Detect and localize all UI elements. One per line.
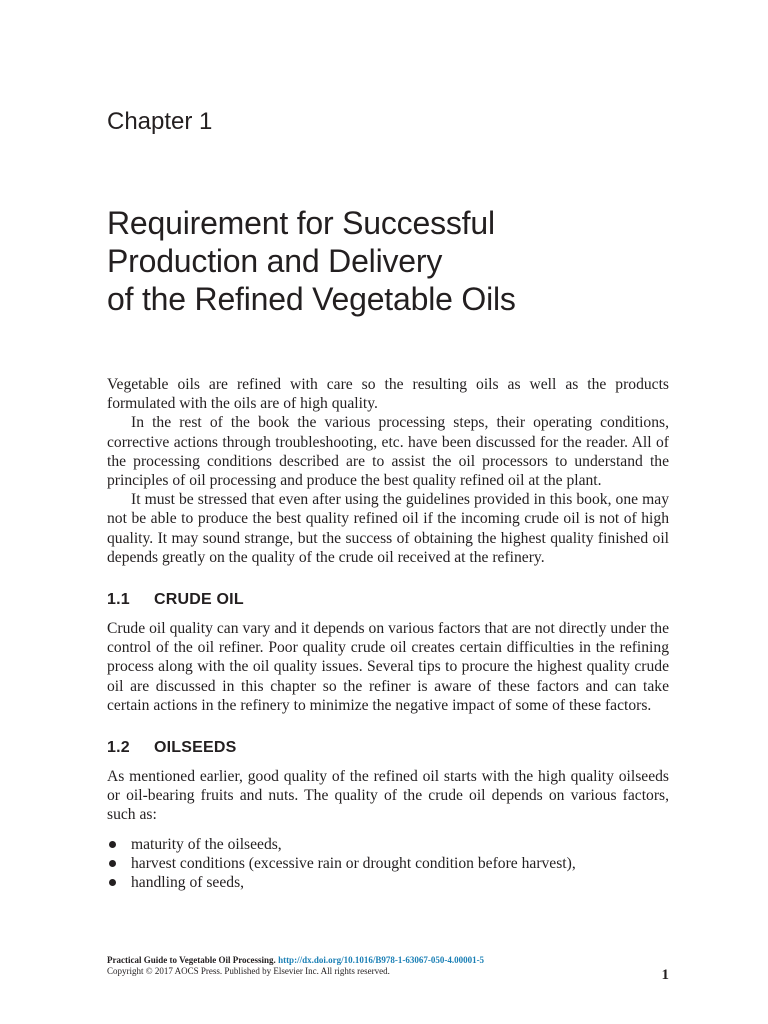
list-item-text: handling of seeds, <box>131 874 245 892</box>
intro-paragraph: Vegetable oils are refined with care so the resulting oils as well as the products formulated with the oils are of high quality. <box>107 376 669 413</box>
section-paragraph: As mentioned earlier, good quality of the refined oil starts with the high quality oilseeds or oil-bearing fruits and nuts. The quality of the crude oil depends on various factors, such as: <box>107 768 669 824</box>
chapter-label: Chapter 1 <box>107 108 213 135</box>
section-title: CRUDE OIL <box>154 591 244 609</box>
page-footer <box>107 955 669 977</box>
intro-paragraph: It must be stressed that even after using the guidelines provided in this book, one may not be able to produce the best quality refined oil if the incoming crude oil is not of high quality. It may sound strange, but the success of obtaining the highest quality finished oil depends greatly on the quality of the crude oil received at the refinery. <box>107 491 669 566</box>
footer-book-title: Practical Guide to Vegetable Oil Processing. <box>107 955 276 965</box>
section-heading-oilseeds <box>107 739 669 757</box>
bullet-icon <box>109 860 116 867</box>
list-item <box>107 854 669 873</box>
page-number: 1 <box>661 967 669 983</box>
section-number: 1.2 <box>107 739 130 757</box>
chapter-title-line: Production and Delivery <box>107 243 443 279</box>
intro-paragraph: In the rest of the book the various processing steps, their operating conditions, corrective actions through troubleshooting, etc. have been discussed for the reader. All of the processing conditions described are to assist the oil processors to understand the principles of oil processing and produce the best quality refined oil at the plant. <box>107 414 669 490</box>
bullet-icon <box>109 879 116 886</box>
list-item <box>107 873 669 892</box>
chapter-title <box>107 204 667 318</box>
footer-citation <box>107 955 669 966</box>
section-number: 1.1 <box>107 591 130 609</box>
section-heading-crude-oil <box>107 591 669 609</box>
list-item <box>107 835 669 854</box>
section-title: OILSEEDS <box>154 739 237 757</box>
body-text <box>107 375 669 892</box>
section-paragraph: Crude oil quality can vary and it depends on various factors that are not directly under the control of the oil refiner. Poor quality crude oil creates certain difficulties in the refining process along with the oil quality issues. Several tips to procure the highest quality crude oil are discussed in this chapter so the refiner is aware of these factors and can take certain actions in the refinery to minimize the negative impact of some of these factors. <box>107 620 669 714</box>
list-item-text: harvest conditions (excessive rain or drought condition before harvest), <box>131 854 576 872</box>
chapter-title-line: of the Refined Vegetable Oils <box>107 281 516 317</box>
bullet-icon <box>109 841 116 848</box>
list-item-text: maturity of the oilseeds, <box>131 835 282 853</box>
chapter-title-line: Requirement for Successful <box>107 205 495 241</box>
doi-link[interactable]: http://dx.doi.org/10.1016/B978-1-63067-050-4.00001-5 <box>278 955 485 965</box>
footer-copyright: Copyright © 2017 AOCS Press. Published by Elsevier Inc. All rights reserved. <box>107 966 390 976</box>
bullet-list <box>107 835 669 893</box>
